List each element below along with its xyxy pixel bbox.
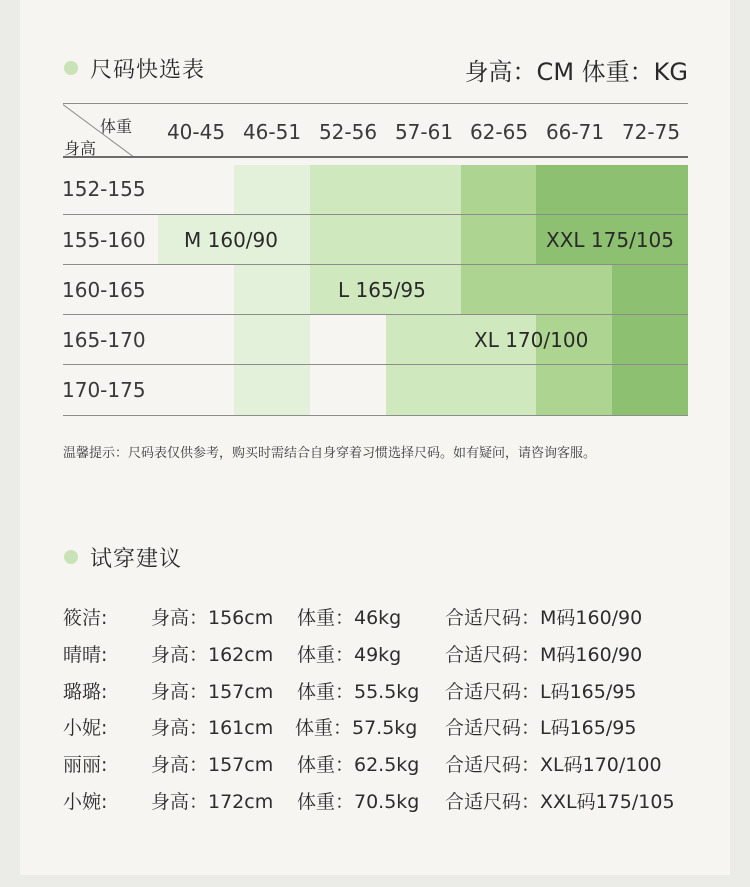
- fitting-size: 合适尺码：XXL码175/105: [445, 791, 675, 813]
- units-label: 身高：CM 体重：KG: [464, 58, 688, 86]
- table-divider: [63, 314, 688, 315]
- size-zone-m: [234, 165, 310, 415]
- height-row-label: 155-160: [62, 228, 146, 252]
- fitting-height: 身高：172cm: [151, 791, 274, 813]
- fitting-weight: 体重：70.5kg: [297, 791, 420, 813]
- height-row-label: 160-165: [62, 278, 146, 302]
- size-chart-title: 尺码快选表: [90, 58, 206, 83]
- size-zone-xl: [536, 365, 612, 415]
- weight-column-header: 66-71: [545, 120, 605, 144]
- fitting-size: 合适尺码：M码160/90: [445, 607, 643, 629]
- table-divider: [63, 415, 688, 416]
- fitting-size: 合适尺码：M码160/90: [445, 644, 643, 666]
- fitting-size: 合适尺码：L码165/95: [445, 717, 637, 739]
- fitting-name: 小婉:: [63, 791, 108, 813]
- fitting-name: 晴晴:: [63, 644, 108, 666]
- weight-column-header: 57-61: [394, 120, 454, 144]
- corner-height-label: 身高: [64, 139, 97, 158]
- size-note: 温馨提示：尺码表仅供参考，购买时需结合自身穿着习惯选择尺码。如有疑问，请咨询客服。: [63, 446, 597, 461]
- table-divider: [63, 264, 688, 265]
- fitting-height: 身高：157cm: [151, 754, 274, 776]
- size-zone-xxl: [612, 265, 688, 415]
- fitting-weight: 体重：62.5kg: [297, 754, 420, 776]
- table-divider: [63, 103, 688, 104]
- size-label-l: L 165/95: [338, 278, 426, 302]
- section-bullet-icon: [64, 550, 78, 564]
- weight-column-header: 72-75: [621, 120, 681, 144]
- height-row-label: 165-170: [62, 328, 146, 352]
- height-row-label: 152-155: [62, 177, 146, 201]
- fitting-height: 身高：162cm: [151, 644, 274, 666]
- fitting-height: 身高：156cm: [151, 607, 274, 629]
- fitting-weight: 体重：55.5kg: [297, 681, 420, 703]
- fitting-name: 筱洁:: [63, 607, 108, 629]
- fitting-size: 合适尺码：L码165/95: [445, 681, 637, 703]
- size-zone-xl: [461, 165, 536, 315]
- fitting-name: 丽丽:: [63, 754, 108, 776]
- size-label-m: M 160/90: [184, 228, 278, 252]
- fitting-weight: 体重：46kg: [297, 607, 402, 629]
- size-label-xxl: XXL 175/105: [546, 228, 674, 252]
- fitting-weight: 体重：49kg: [297, 644, 402, 666]
- fitting-height: 身高：157cm: [151, 681, 274, 703]
- fitting-title: 试穿建议: [90, 547, 183, 572]
- fitting-name: 璐璐:: [63, 681, 108, 703]
- table-header-divider: [63, 156, 688, 158]
- size-label-xl: XL 170/100: [474, 328, 589, 352]
- weight-column-header: 62-65: [469, 120, 529, 144]
- table-divider: [63, 214, 688, 215]
- fitting-name: 小妮:: [63, 717, 108, 739]
- fitting-weight: 体重：57.5kg: [295, 717, 418, 739]
- fitting-size: 合适尺码：XL码170/100: [445, 754, 662, 776]
- weight-column-header: 40-45: [166, 120, 226, 144]
- height-row-label: 170-175: [62, 378, 146, 402]
- section-bullet-icon: [64, 61, 78, 75]
- fitting-height: 身高：161cm: [151, 717, 274, 739]
- corner-weight-label: 体重: [100, 117, 133, 136]
- weight-column-header: 46-51: [242, 120, 302, 144]
- weight-column-header: 52-56: [318, 120, 378, 144]
- table-divider: [63, 364, 688, 365]
